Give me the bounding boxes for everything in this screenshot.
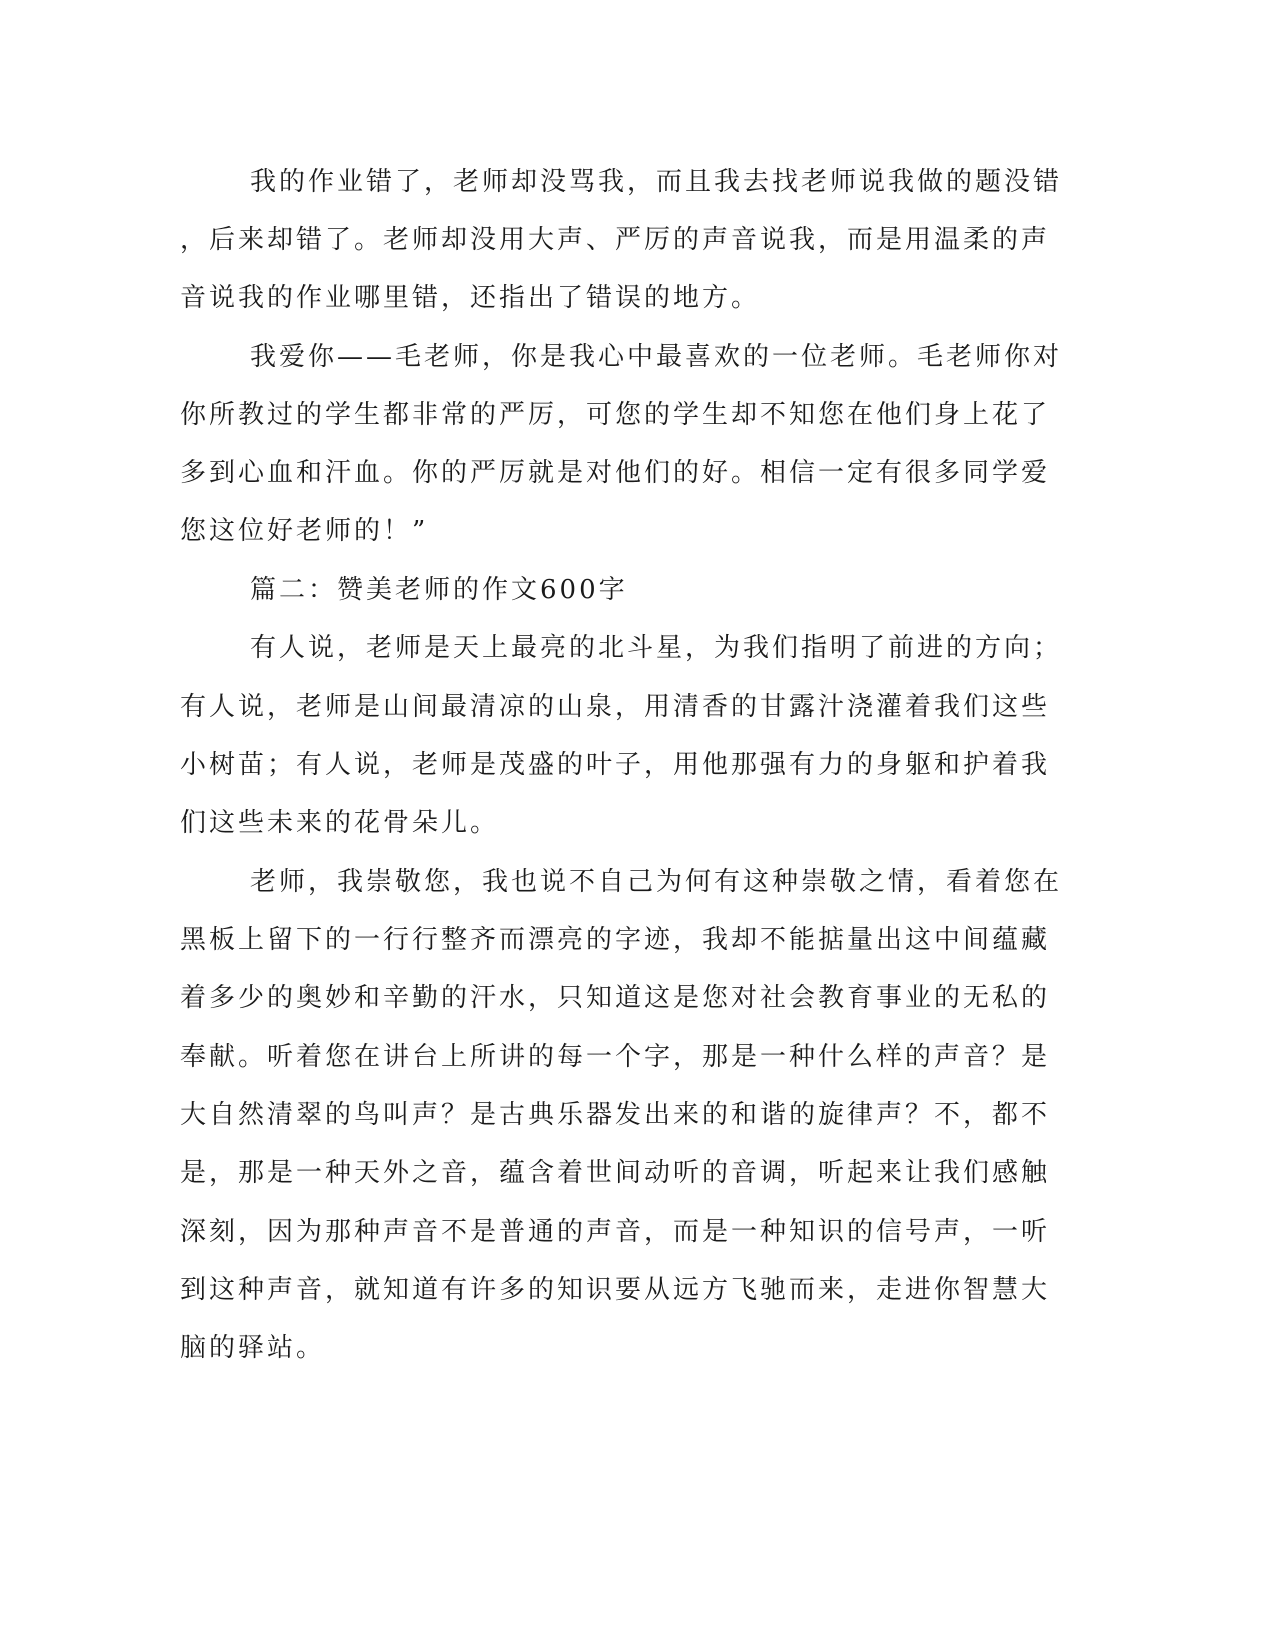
paragraph-2-line-1: 我爱你——毛老师，你是我心中最喜欢的一位老师。毛老师你对 bbox=[250, 342, 1063, 372]
paragraph-4-line-3: 着多少的奥妙和辛勤的汗水，只知道这是您对社会教育事业的无私的 bbox=[180, 983, 1051, 1013]
paragraph-1-line-2: ，后来却错了。老师却没用大声、严厉的声音说我，而是用温柔的声 bbox=[180, 225, 1051, 255]
paragraph-3-line-2: 有人说，老师是山间最清凉的山泉，用清香的甘露汁浇灌着我们这些 bbox=[180, 692, 1051, 722]
paragraph-1-line-3: 音说我的作业哪里错，还指出了错误的地方。 bbox=[180, 283, 761, 313]
paragraph-4-line-4: 奉献。听着您在讲台上所讲的每一个字，那是一种什么样的声音？是 bbox=[180, 1042, 1051, 1072]
paragraph-4-line-6: 是，那是一种天外之音，蕴含着世间动听的音调，听起来让我们感触 bbox=[180, 1158, 1051, 1188]
paragraph-1-line-1: 我的作业错了，老师却没骂我，而且我去找老师说我做的题没错 bbox=[250, 167, 1063, 197]
paragraph-4-line-7: 深刻，因为那种声音不是普通的声音，而是一种知识的信号声，一听 bbox=[180, 1217, 1051, 1247]
paragraph-2-line-4: 您这位好老师的！” bbox=[180, 516, 429, 546]
paragraph-2-line-2: 你所教过的学生都非常的严厉，可您的学生却不知您在他们身上花了 bbox=[180, 400, 1051, 430]
paragraph-2-line-3: 多到心血和汗血。你的严厉就是对他们的好。相信一定有很多同学爱 bbox=[180, 458, 1051, 488]
paragraph-4-line-8: 到这种声音，就知道有许多的知识要从远方飞驰而来，走进你智慧大 bbox=[180, 1275, 1051, 1305]
paragraph-4-line-9: 脑的驿站。 bbox=[180, 1333, 326, 1363]
paragraph-4-line-5: 大自然清翠的鸟叫声？是古典乐器发出来的和谐的旋律声？不，都不 bbox=[180, 1100, 1051, 1130]
section-heading: 篇二：赞美老师的作文600字 bbox=[250, 575, 628, 605]
paragraph-4-line-1: 老师，我崇敬您，我也说不自己为何有这种崇敬之情，看着您在 bbox=[250, 867, 1063, 897]
paragraph-4-line-2: 黑板上留下的一行行整齐而漂亮的字迹，我却不能掂量出这中间蕴藏 bbox=[180, 925, 1051, 955]
paragraph-3-line-1: 有人说，老师是天上最亮的北斗星，为我们指明了前进的方向； bbox=[250, 633, 1063, 663]
paragraph-3-line-4: 们这些未来的花骨朵儿。 bbox=[180, 808, 500, 838]
paragraph-3-line-3: 小树苗；有人说，老师是茂盛的叶子，用他那强有力的身躯和护着我 bbox=[180, 750, 1051, 780]
